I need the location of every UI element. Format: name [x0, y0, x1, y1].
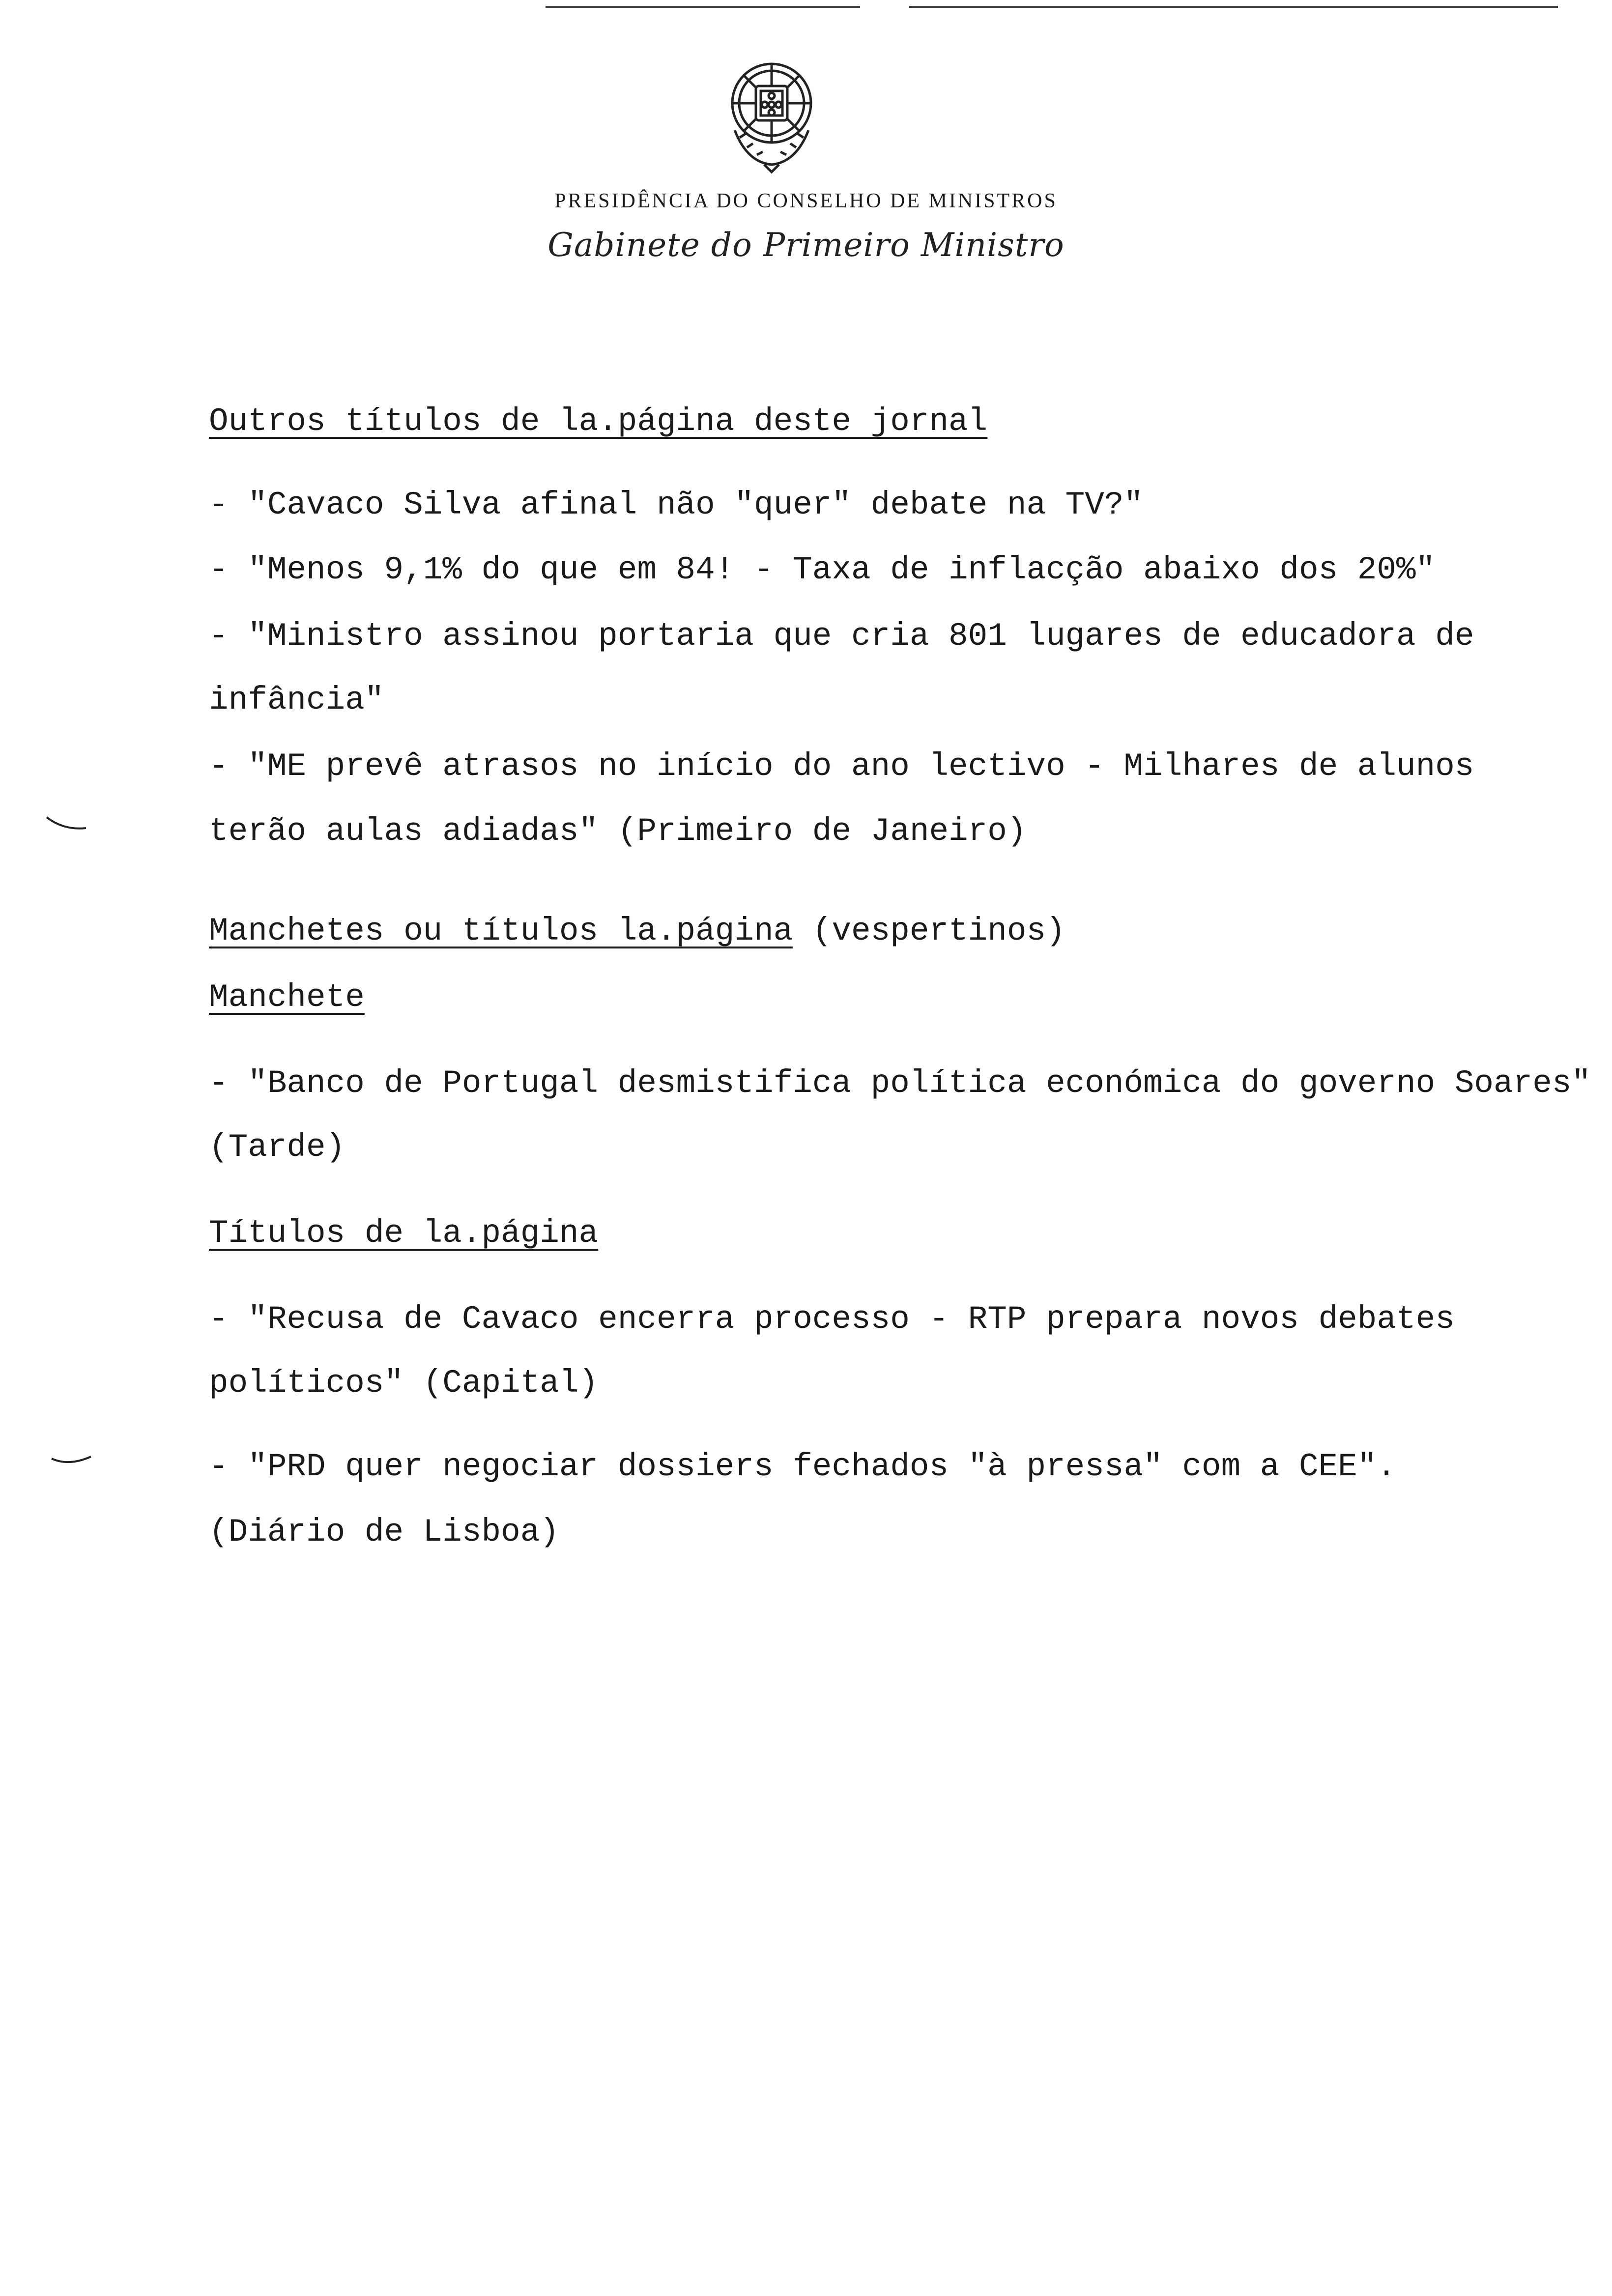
list-item: - "Ministro assinou portaria que cria 801 lugares de educadora de	[209, 618, 1474, 655]
section-heading-manchetes-text: Manchetes ou títulos la.página	[209, 913, 793, 949]
list-item-continuation: (Diário de Lisboa)	[209, 1514, 559, 1550]
list-item: - "Cavaco Silva afinal não "quer" debate na TV?"	[209, 487, 1144, 523]
section-heading-manchetes-suffix: (vespertinos)	[793, 913, 1065, 949]
top-rule-right	[909, 6, 1558, 8]
office-name: Gabinete do Primeiro Ministro	[547, 226, 1065, 264]
list-item-continuation: terão aulas adiadas" (Primeiro de Janeiro)	[209, 813, 1027, 850]
list-item: - "Menos 9,1% do que em 84! - Taxa de inflacção abaixo dos 20%"	[209, 551, 1436, 588]
list-item: - "PRD quer negociar dossiers fechados "à pressa" com a CEE".	[209, 1448, 1396, 1485]
top-rule-left	[546, 6, 860, 8]
list-item-continuation: infância"	[209, 682, 384, 718]
section-heading-manchetes	[209, 912, 1065, 951]
list-item: - "ME prevê atrasos no início do ano lectivo - Milhares de alunos	[209, 748, 1474, 785]
list-item-continuation: políticos" (Capital)	[209, 1365, 599, 1402]
margin-tick-mark	[49, 1450, 93, 1469]
portuguese-coat-of-arms-icon	[718, 57, 826, 174]
section-heading-outros: Outros títulos de la.página deste jornal	[209, 403, 988, 440]
subheading-manchete: Manchete	[209, 979, 365, 1016]
margin-tick-mark	[44, 813, 88, 833]
section-heading-titulos: Títulos de la.página	[209, 1215, 599, 1252]
list-item: - "Recusa de Cavaco encerra processo - RTP prepara novos debates	[209, 1301, 1455, 1338]
list-item: - "Banco de Portugal desmistifica política económica do governo Soares"	[209, 1065, 1591, 1102]
organization-name: PRESIDÊNCIA DO CONSELHO DE MINISTROS	[554, 190, 1058, 212]
list-item-continuation: (Tarde)	[209, 1129, 345, 1166]
